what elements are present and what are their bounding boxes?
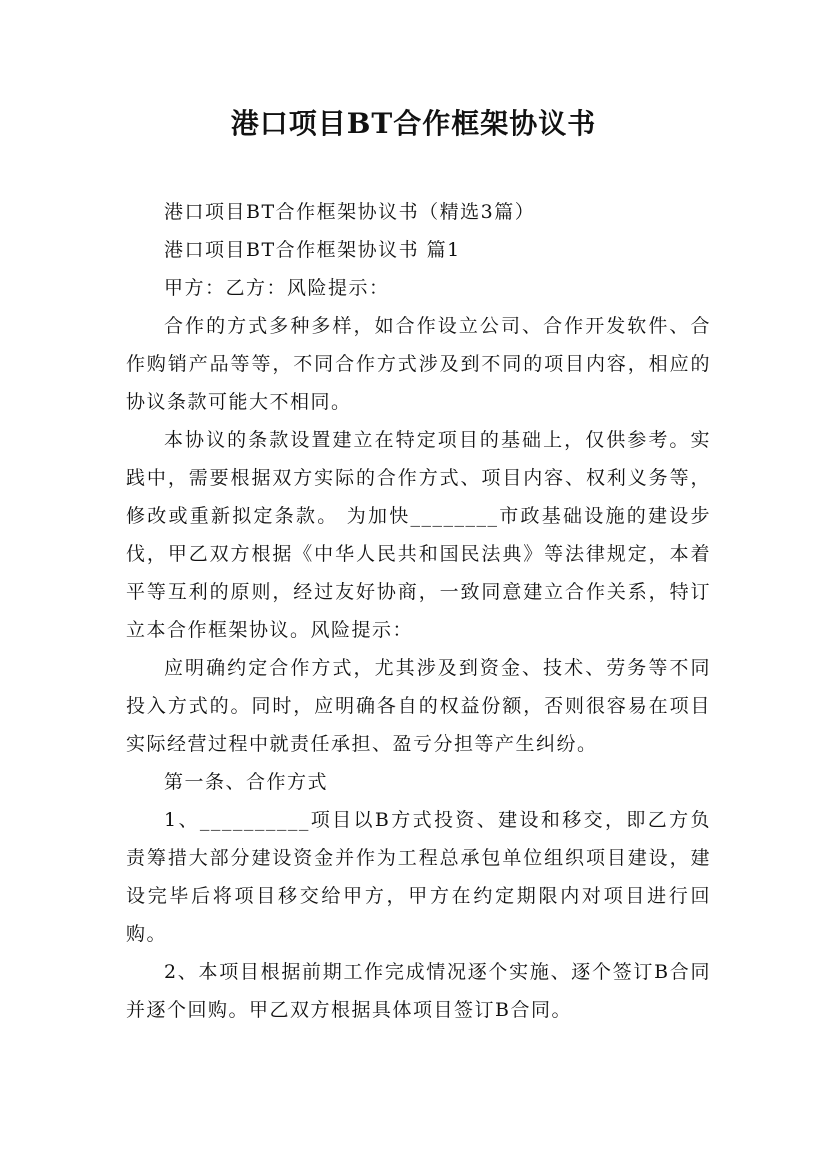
document-title: 港口项目BT合作框架协议书 xyxy=(230,107,597,140)
paragraph-cooperation-methods: 合作的方式多种多样，如合作设立公司、合作开发软件、合作购销产品等等，不同合作方式涉及到不同的项目内容，相应的协议条款可能大不相同。 xyxy=(126,315,711,413)
document-body xyxy=(126,193,711,1029)
paragraph-collection-title: 港口项目BT合作框架协议书（精选3篇） xyxy=(164,201,536,223)
paragraph-section-heading: 港口项目BT合作框架协议书 篇1 xyxy=(164,239,461,261)
paragraph-agreement-basis: 本协议的条款设置建立在特定项目的基础上，仅供参考。实践中，需要根据双方实际的合作方式、项目内容、权利义务等，修改或重新拟定条款。 为加快________市政基础设施的建设步伐，甲乙双方根据《中华人民共和国民法典》等法律规定，本着平等互利的原则，经过友好协商，一致同意建立合作关系，特订立本合作框架协议。风险提示： xyxy=(126,429,711,641)
paragraph-clause-1: 1、__________项目以B方式投资、建设和移交，即乙方负责筹措大部分建设资金并作为工程总承包单位组织项目建设，建设完毕后将项目移交给甲方，甲方在约定期限内对项目进行回购。 xyxy=(126,809,711,945)
paragraph-risk-note: 应明确约定合作方式，尤其涉及到资金、技术、劳务等不同投入方式的。同时，应明确各自的权益份额，否则很容易在项目实际经营过程中就责任承担、盈亏分担等产生纠纷。 xyxy=(126,657,711,755)
paragraph-parties: 甲方：乙方：风险提示： xyxy=(164,277,390,299)
paragraph-article-one-heading: 第一条、合作方式 xyxy=(164,771,329,793)
paragraph-clause-2: 2、本项目根据前期工作完成情况逐个实施、逐个签订B合同并逐个回购。甲乙双方根据具体项目签订B合同。 xyxy=(126,961,711,1021)
